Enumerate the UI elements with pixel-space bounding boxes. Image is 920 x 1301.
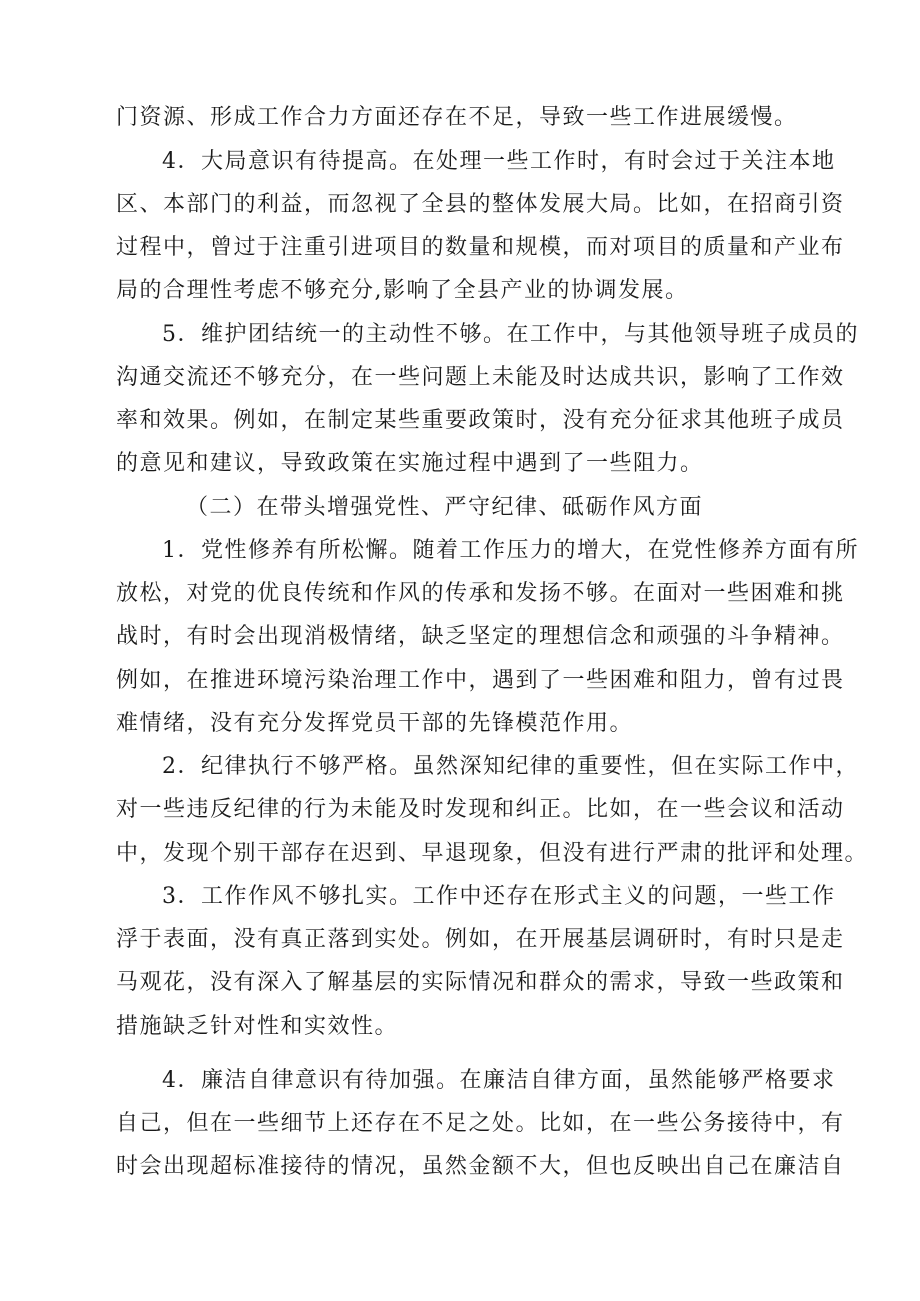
text-line: 沟通交流还不够充分，在一些问题上未能及时达成共识，影响了工作效 [116, 365, 845, 390]
text-line: 对一些违反纪律的行为未能及时发现和纠正。比如，在一些会议和活动 [116, 797, 845, 822]
text-line: 措施缺乏针对性和实效性。 [116, 1014, 399, 1039]
section-heading: （二）在带头增强党性、严守纪律、砥砺作风方面 [186, 495, 704, 520]
text-line: 门资源、形成工作合力方面还存在不足，导致一些工作进展缓慢。 [116, 105, 798, 130]
text-line: 自己，但在一些细节上还存在不足之处。比如，在一些公务接待中，有 [116, 1111, 845, 1136]
text-line: 局的合理性考虑不够充分,影响了全县产业的协调发展。 [116, 278, 689, 303]
text-line: 过程中，曾过于注重引进项目的数量和规模，而对项目的质量和产业布 [116, 235, 845, 260]
text-line: 中，发现个别干部存在迟到、早退现象，但没有进行严肃的批评和处理。 [116, 841, 869, 866]
text-line: 4．廉洁自律意识有待加强。在廉洁自律方面，虽然能够严格要求 [162, 1068, 836, 1093]
text-line: 5．维护团结统一的主动性不够。在工作中，与其他领导班子成员的 [162, 322, 859, 347]
text-line: 浮于表面，没有真正落到实处。例如，在开展基层调研时，有时只是走 [116, 927, 845, 952]
text-line: 4．大局意识有待提高。在处理一些工作时，有时会过于关注本地 [162, 149, 836, 174]
text-line: 放松，对党的优良传统和作风的传承和发扬不够。在面对一些困难和挑 [116, 581, 845, 606]
text-line: 马观花，没有深入了解基层的实际情况和群众的需求，导致一些政策和 [116, 970, 845, 995]
text-line: 时会出现超标准接待的情况，虽然金额不大，但也反映出自己在廉洁自 [116, 1154, 845, 1179]
text-line: 3．工作作风不够扎实。工作中还存在形式主义的问题，一些工作 [162, 884, 836, 909]
text-line: 区、本部门的利益，而忽视了全县的整体发展大局。比如，在招商引资 [116, 192, 845, 217]
text-line: 难情绪，没有充分发挥党员干部的先锋模范作用。 [116, 711, 634, 736]
text-line: 的意见和建议，导致政策在实施过程中遇到了一些阻力。 [116, 451, 704, 476]
text-line: 例如，在推进环境污染治理工作中，遇到了一些困难和阻力，曾有过畏 [116, 668, 845, 693]
text-line: 2．纪律执行不够严格。虽然深知纪律的重要性，但在实际工作中， [162, 754, 859, 779]
text-line: 率和效果。例如，在制定某些重要政策时，没有充分征求其他班子成员 [116, 408, 845, 433]
text-line: 战时，有时会出现消极情绪，缺乏坚定的理想信念和顽强的斗争精神。 [116, 624, 845, 649]
text-line: 1．党性修养有所松懈。随着工作压力的增大，在党性修养方面有所 [162, 538, 859, 563]
